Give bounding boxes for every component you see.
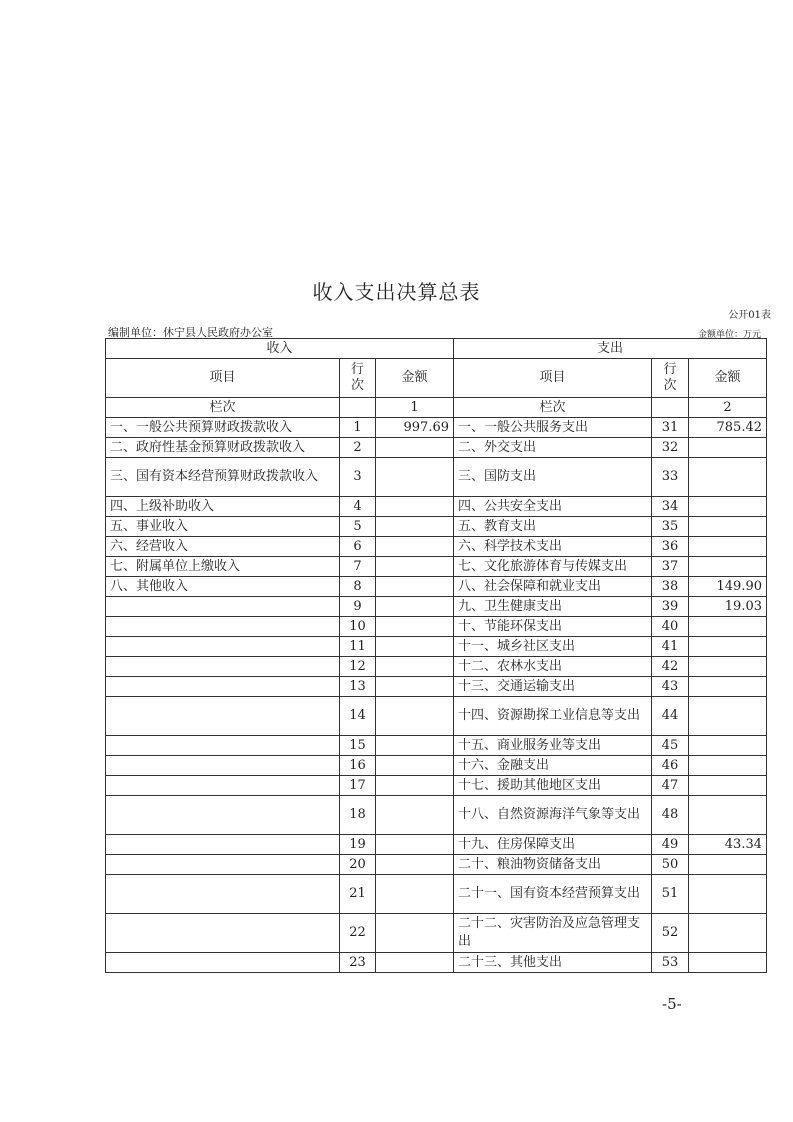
income-amount [376,617,454,637]
income-column-number: 1 [376,398,454,418]
expense-item: 八、社会保障和就业支出 [454,577,652,597]
income-item-header: 项目 [106,359,340,398]
expense-line: 48 [652,796,689,835]
expense-line: 35 [652,517,689,537]
income-column-label: 栏次 [106,398,340,418]
table-row [106,796,767,835]
income-line: 22 [340,914,376,953]
page-title: 收入支出决算总表 [312,280,481,304]
expense-amount [689,736,767,756]
income-line: 1 [340,418,376,438]
expense-column-label: 栏次 [454,398,652,418]
expense-amount [689,537,767,557]
expense-line: 39 [652,597,689,617]
income-line: 18 [340,796,376,835]
income-item [106,736,340,756]
expense-line: 43 [652,677,689,697]
expense-line: 34 [652,497,689,517]
table-row [106,458,767,497]
expense-item: 十六、金融支出 [454,756,652,776]
table-row [106,776,767,796]
income-line: 19 [340,835,376,855]
income-column-line-blank [340,398,376,418]
table-row [106,597,767,617]
expense-item: 十三、交通运输支出 [454,677,652,697]
expense-item: 十七、援助其他地区支出 [454,776,652,796]
expense-amount [689,637,767,657]
income-expense-table [105,338,767,973]
table-row [106,577,767,597]
expense-amount [689,953,767,973]
income-line: 7 [340,557,376,577]
table-row [106,855,767,875]
expense-line: 52 [652,914,689,953]
expense-line: 37 [652,557,689,577]
income-amount [376,776,454,796]
income-line: 9 [340,597,376,617]
expense-column-line-blank [652,398,689,418]
expense-line: 32 [652,438,689,458]
income-line: 4 [340,497,376,517]
income-amount [376,953,454,973]
table-row [106,657,767,677]
expense-line: 44 [652,697,689,736]
income-amount [376,597,454,617]
expense-section-header: 支出 [454,339,767,359]
income-amount [376,875,454,914]
table-row [106,637,767,657]
expense-item: 二、外交支出 [454,438,652,458]
expense-amount [689,697,767,736]
expense-line: 51 [652,875,689,914]
expense-amount [689,855,767,875]
expense-line: 38 [652,577,689,597]
section-header-row [106,339,767,359]
table-row [106,677,767,697]
expense-item: 五、教育支出 [454,517,652,537]
column-header-row [106,359,767,398]
expense-item: 十九、住房保障支出 [454,835,652,855]
income-item: 二、政府性基金预算财政拨款收入 [106,438,340,458]
income-item [106,953,340,973]
expense-amount [689,617,767,637]
expense-item: 十四、资源勘探工业信息等支出 [454,697,652,736]
expense-item: 十一、城乡社区支出 [454,637,652,657]
expense-line: 31 [652,418,689,438]
income-line: 15 [340,736,376,756]
income-amount [376,736,454,756]
expense-amount [689,517,767,537]
income-amount [376,517,454,537]
income-line: 21 [340,875,376,914]
expense-line-header: 行次 [652,359,689,398]
income-item [106,835,340,855]
income-item: 五、事业收入 [106,517,340,537]
income-line: 23 [340,953,376,973]
expense-amount [689,776,767,796]
income-amount [376,697,454,736]
income-line: 20 [340,855,376,875]
table-row [106,418,767,438]
income-line: 10 [340,617,376,637]
expense-item: 九、卫生健康支出 [454,597,652,617]
expense-amount [689,557,767,577]
income-item [106,677,340,697]
expense-line: 40 [652,617,689,637]
expense-amount-header: 金额 [689,359,767,398]
expense-item: 一、一般公共服务支出 [454,418,652,438]
expense-amount: 19.03 [689,597,767,617]
income-item: 四、上级补助收入 [106,497,340,517]
income-amount [376,557,454,577]
table-row [106,756,767,776]
expense-line: 49 [652,835,689,855]
compiling-unit: 编制单位：休宁县人民政府办公室 [108,326,273,339]
expense-item: 四、公共安全支出 [454,497,652,517]
expense-line: 45 [652,736,689,756]
expense-amount [689,438,767,458]
income-item: 一、一般公共预算财政拨款收入 [106,418,340,438]
table-row [106,697,767,736]
form-number: 公开01表 [728,310,771,321]
expense-line: 47 [652,776,689,796]
expense-column-number: 2 [689,398,767,418]
income-item: 七、附属单位上缴收入 [106,557,340,577]
expense-item: 三、国防支出 [454,458,652,497]
income-line: 8 [340,577,376,597]
income-line: 11 [340,637,376,657]
table-row [106,537,767,557]
expense-line: 50 [652,855,689,875]
income-amount-header: 金额 [376,359,454,398]
table-row [106,497,767,517]
income-item: 八、其他收入 [106,577,340,597]
expense-amount [689,796,767,835]
income-amount [376,657,454,677]
table-row [106,438,767,458]
table-row [106,953,767,973]
expense-item: 二十、粮油物资储备支出 [454,855,652,875]
income-amount [376,835,454,855]
table-row [106,914,767,953]
income-item [106,697,340,736]
expense-item-header: 项目 [454,359,652,398]
expense-item: 二十二、灾害防治及应急管理支出 [454,914,652,953]
income-section-header: 收入 [106,339,454,359]
income-amount: 997.69 [376,418,454,438]
income-item [106,657,340,677]
page-number: -5- [662,995,682,1013]
income-amount [376,855,454,875]
expense-line: 46 [652,756,689,776]
column-index-row [106,398,767,418]
income-line: 13 [340,677,376,697]
income-line: 16 [340,756,376,776]
income-amount [376,796,454,835]
income-amount [376,756,454,776]
income-item [106,776,340,796]
expense-amount [689,497,767,517]
expense-item: 二十一、国有资本经营预算支出 [454,875,652,914]
expense-amount [689,677,767,697]
income-line: 14 [340,697,376,736]
income-amount [376,677,454,697]
amount-unit: 金额单位：万元 [697,330,761,340]
expense-line: 33 [652,458,689,497]
income-line: 6 [340,537,376,557]
table-row [106,835,767,855]
income-line: 12 [340,657,376,677]
income-amount [376,577,454,597]
expense-amount: 149.90 [689,577,767,597]
income-amount [376,914,454,953]
expense-line: 41 [652,637,689,657]
table-row [106,557,767,577]
income-amount [376,637,454,657]
income-amount [376,497,454,517]
income-item [106,637,340,657]
expense-amount [689,458,767,497]
income-line: 17 [340,776,376,796]
expense-line: 53 [652,953,689,973]
expense-amount [689,875,767,914]
expense-amount [689,914,767,953]
income-item [106,914,340,953]
expense-amount [689,657,767,677]
income-item: 六、经营收入 [106,537,340,557]
income-item [106,875,340,914]
expense-item: 六、科学技术支出 [454,537,652,557]
income-line-header: 行次 [340,359,376,398]
expense-line: 42 [652,657,689,677]
expense-item: 十八、自然资源海洋气象等支出 [454,796,652,835]
income-item: 三、国有资本经营预算财政拨款收入 [106,458,340,497]
income-amount [376,537,454,557]
expense-item: 二十三、其他支出 [454,953,652,973]
expense-amount [689,756,767,776]
expense-line: 36 [652,537,689,557]
table-row [106,736,767,756]
income-amount [376,438,454,458]
table-row [106,617,767,637]
income-item [106,597,340,617]
table-row [106,875,767,914]
table-row [106,517,767,537]
income-line: 5 [340,517,376,537]
income-line: 2 [340,438,376,458]
income-amount [376,458,454,497]
income-item [106,855,340,875]
income-item [106,756,340,776]
expense-item: 十五、商业服务业等支出 [454,736,652,756]
expense-amount: 785.42 [689,418,767,438]
expense-item: 十、节能环保支出 [454,617,652,637]
expense-item: 十二、农林水支出 [454,657,652,677]
income-item [106,617,340,637]
income-line: 3 [340,458,376,497]
expense-amount: 43.34 [689,835,767,855]
income-item [106,796,340,835]
expense-item: 七、文化旅游体育与传媒支出 [454,557,652,577]
